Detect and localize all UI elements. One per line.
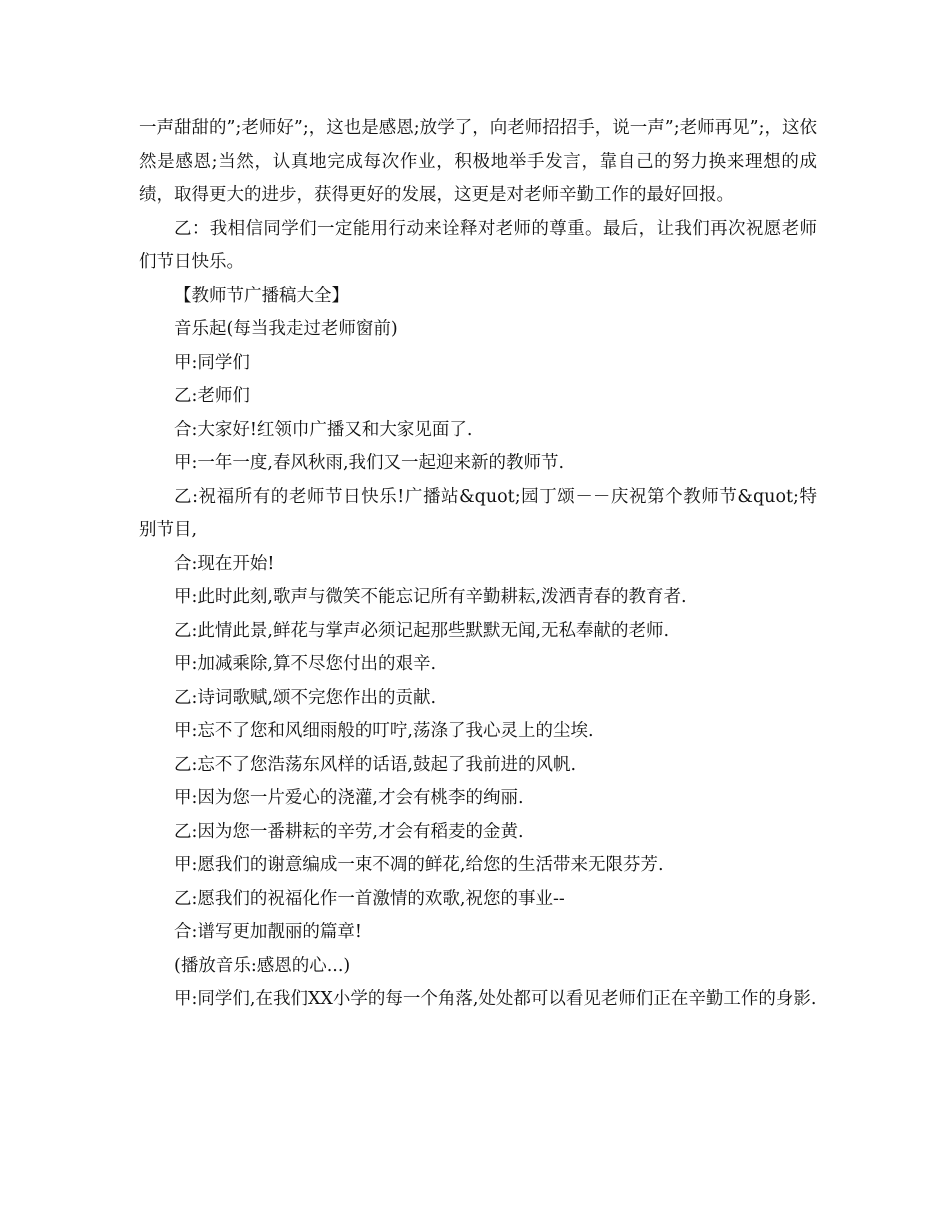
paragraph-line: 甲:同学们,在我们XX小学的每一个角落,处处都可以看见老师们正在辛勤工作的身影. bbox=[174, 989, 817, 1009]
paragraph-line: 乙:诗词歌赋,颂不完您作出的贡献. bbox=[174, 687, 437, 708]
paragraph-line: 甲:加减乘除,算不尽您付出的艰辛. bbox=[174, 654, 437, 674]
document-page bbox=[139, 112, 817, 1017]
paragraph-line: 甲:因为您一片爱心的浇灌,才会有桃李的绚丽. bbox=[174, 788, 524, 808]
paragraph-line: 合:现在开始! bbox=[174, 553, 275, 574]
paragraph-line: 甲:此时此刻,歌声与微笑不能忘记所有辛勤耕耘,泼洒青春的教育者. bbox=[174, 587, 687, 607]
paragraph-line: 乙:祝福所有的老师节日快乐!广播站&quot;园丁颂－－庆祝第个教师节&quot;特别节目, bbox=[139, 486, 817, 540]
paragraph-line: 甲:一年一度,春风秋雨,我们又一起迎来新的教师节. bbox=[174, 453, 565, 473]
paragraph-line: 乙:此情此景,鲜花与掌声必须记起那些默默无闻,无私奉献的老师. bbox=[174, 620, 670, 641]
paragraph-line: 乙:忘不了您浩荡东风样的话语,鼓起了我前进的风帆. bbox=[174, 754, 577, 775]
paragraph-music-cue: (播放音乐:感恩的心...) bbox=[174, 955, 351, 976]
paragraph-thanks-continued: 一声甜甜的”;老师好”;，这也是感恩;放学了，向老师招招手，说一声”;老师再见”;，这依然是感恩;当然，认真地完成每次作业，积极地举手发言，靠自己的努力换来理想的成绩，取得更大的进步，获得更好的发展，这更是对老师辛勤工作的最好回报。 bbox=[139, 118, 817, 205]
paragraph-closing-wish: 乙：我相信同学们一定能用行动来诠释对老师的尊重。最后，让我们再次祝愿老师们节日快乐。 bbox=[139, 218, 817, 272]
paragraph-line: 合:谱写更加靓丽的篇章! bbox=[174, 922, 362, 942]
paragraph-line: 乙:老师们 bbox=[174, 386, 250, 406]
paragraph-music-cue: 音乐起(每当我走过老师窗前) bbox=[174, 319, 398, 339]
paragraph-line: 甲:愿我们的谢意编成一束不凋的鲜花,给您的生活带来无限芬芳. bbox=[174, 855, 664, 875]
paragraph-line: 乙:因为您一番耕耘的辛劳,才会有稻麦的金黄. bbox=[174, 821, 524, 842]
paragraph-line: 甲:同学们 bbox=[174, 352, 250, 373]
paragraph-line: 甲:忘不了您和风细雨般的叮咛,荡涤了我心灵上的尘埃. bbox=[174, 721, 594, 741]
paragraph-line: 乙:愿我们的祝福化作一首激情的欢歌,祝您的事业-- bbox=[174, 888, 565, 909]
section-heading: 【教师节广播稿大全】 bbox=[174, 285, 349, 306]
paragraph-line: 合:大家好!红领巾广播又和大家见面了. bbox=[174, 419, 473, 440]
